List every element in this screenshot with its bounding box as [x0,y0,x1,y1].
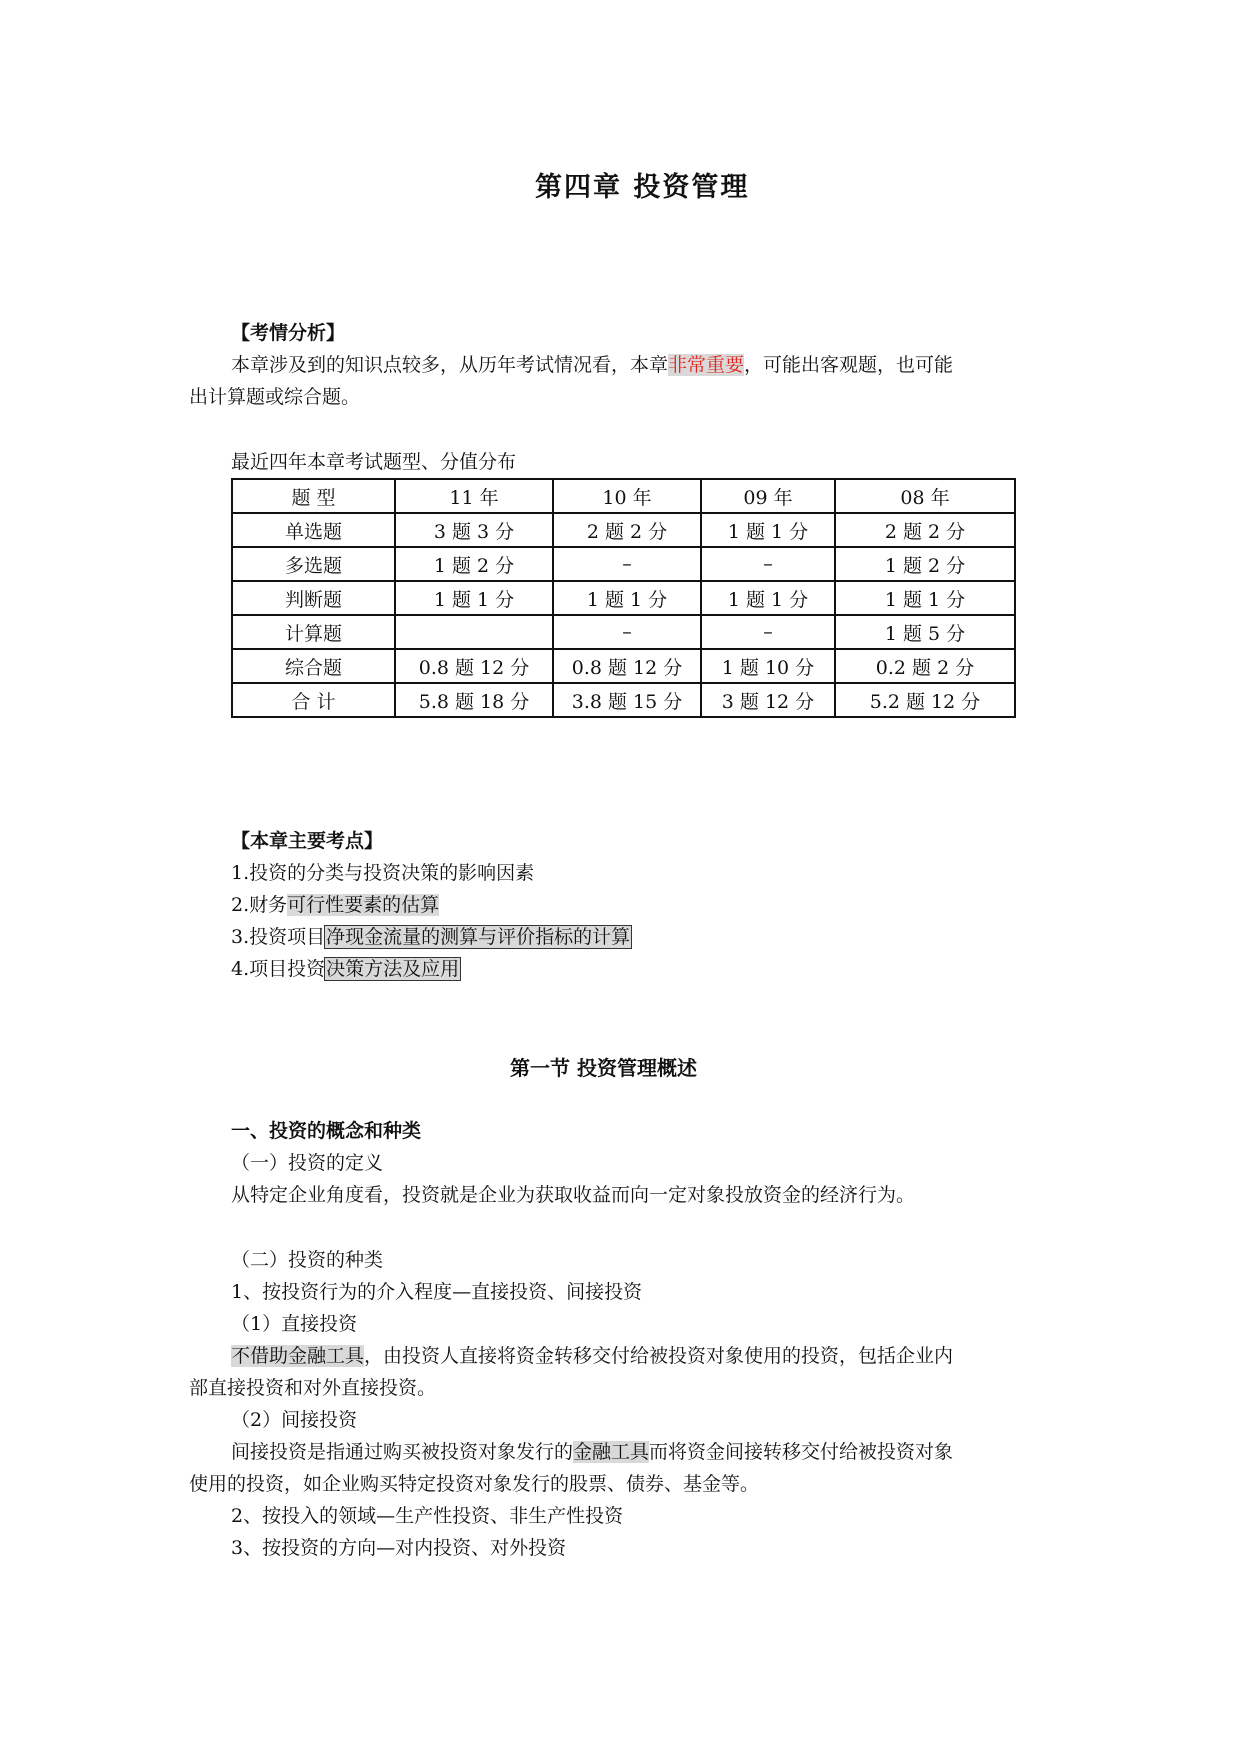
classification-1: 1、按投资行为的介入程度—直接投资、间接投资 [231,1281,643,1303]
analysis-paragraph [231,350,953,377]
section-title: 第一节 投资管理概述 [510,1056,697,1080]
definition-text: 从特定企业角度看，投资就是企业为获取收益而向一定对象投放资金的经济行为。 [231,1184,916,1206]
table-row [232,649,1015,683]
header-cell: 10 年 [553,479,701,513]
table-row [232,615,1015,649]
table-cell: – [701,615,835,649]
table-cell: 合 计 [232,683,395,717]
table-cell: 0.8 题 12 分 [395,649,553,683]
analysis-paragraph-line2: 出计算题或综合题。 [189,386,361,408]
analysis-text-1: 本章涉及到的知识点较多，从历年考试情况看，本章 [231,354,669,376]
chapter-title: 第四章 投资管理 [535,172,750,203]
table-cell [395,615,553,649]
header-cell: 11 年 [395,479,553,513]
key-point-3 [231,922,631,949]
analysis-highlight: 非常重要 [668,354,745,376]
header-cell: 题 型 [232,479,395,513]
table-row [232,513,1015,547]
key-point-1: 1.投资的分类与投资决策的影响因素 [231,862,535,884]
table-cell: – [553,547,701,581]
analysis-heading: 【考情分析】 [231,322,346,344]
table-cell: 1 题 2 分 [835,547,1015,581]
direct-investment-text [231,1341,953,1368]
key-points-heading: 【本章主要考点】 [231,830,384,852]
subheading-types: （二）投资的种类 [231,1249,384,1271]
key-point-4-prefix: 4.项目投资 [231,958,326,980]
header-cell: 08 年 [835,479,1015,513]
table-cell: 1 题 1 分 [553,581,701,615]
table-cell: 2 题 2 分 [553,513,701,547]
table-cell: 3 题 3 分 [395,513,553,547]
key-point-3-highlight: 净现金流量的测算与评价指标的计算 [326,926,631,948]
section-heading-1: 一、投资的概念和种类 [231,1120,422,1142]
key-point-2 [231,890,439,917]
direct-investment-highlight: 不借助金融工具 [231,1345,365,1367]
table-cell: 3 题 12 分 [701,683,835,717]
table-cell: 单选题 [232,513,395,547]
table-cell: 2 题 2 分 [835,513,1015,547]
table-row [232,581,1015,615]
subheading-definition: （一）投资的定义 [231,1152,384,1174]
table-cell: 0.2 题 2 分 [835,649,1015,683]
table-cell: 1 题 1 分 [701,513,835,547]
table-cell: 1 题 1 分 [835,581,1015,615]
table-cell: 1 题 2 分 [395,547,553,581]
key-point-2-prefix: 2.财务 [231,894,288,916]
analysis-text-2: ，可能出客观题，也可能 [744,354,954,376]
table-cell: – [553,615,701,649]
classification-3: 3、按投资的方向—对内投资、对外投资 [231,1537,567,1559]
table-cell: 1 题 5 分 [835,615,1015,649]
table-row [232,547,1015,581]
key-point-4 [231,954,460,981]
table-cell: 1 题 1 分 [395,581,553,615]
indirect-investment-text [231,1437,953,1464]
table-header-row [232,479,1015,513]
header-cell: 09 年 [701,479,835,513]
indirect-investment-line2: 使用的投资，如企业购买特定投资对象发行的股票、债券、基金等。 [189,1473,760,1495]
indirect-investment-b: 而将资金间接转移交付给被投资对象 [649,1441,954,1463]
table-cell: 1 题 10 分 [701,649,835,683]
key-point-2-highlight: 可行性要素的估算 [287,894,440,916]
direct-investment-rest: ，由投资人直接将资金转移交付给被投资对象使用的投资，包括企业内 [364,1345,954,1367]
table-cell: 多选题 [232,547,395,581]
table-cell: – [701,547,835,581]
indirect-investment-title: （2）间接投资 [231,1409,358,1431]
table-cell: 5.2 题 12 分 [835,683,1015,717]
table-caption: 最近四年本章考试题型、分值分布 [231,451,517,473]
table-cell: 计算题 [232,615,395,649]
table-cell: 1 题 1 分 [701,581,835,615]
key-point-4-highlight: 决策方法及应用 [326,958,460,980]
indirect-investment-highlight: 金融工具 [573,1441,650,1463]
table-cell: 综合题 [232,649,395,683]
table-cell: 5.8 题 18 分 [395,683,553,717]
indirect-investment-a: 间接投资是指通过购买被投资对象发行的 [231,1441,574,1463]
key-point-3-prefix: 3.投资项目 [231,926,326,948]
table-row [232,683,1015,717]
table-cell: 3.8 题 15 分 [553,683,701,717]
exam-distribution-table [231,478,1016,718]
direct-investment-line2: 部直接投资和对外直接投资。 [189,1377,437,1399]
table-cell: 0.8 题 12 分 [553,649,701,683]
table-cell: 判断题 [232,581,395,615]
direct-investment-title: （1）直接投资 [231,1313,358,1335]
classification-2: 2、按投入的领域—生产性投资、非生产性投资 [231,1505,624,1527]
